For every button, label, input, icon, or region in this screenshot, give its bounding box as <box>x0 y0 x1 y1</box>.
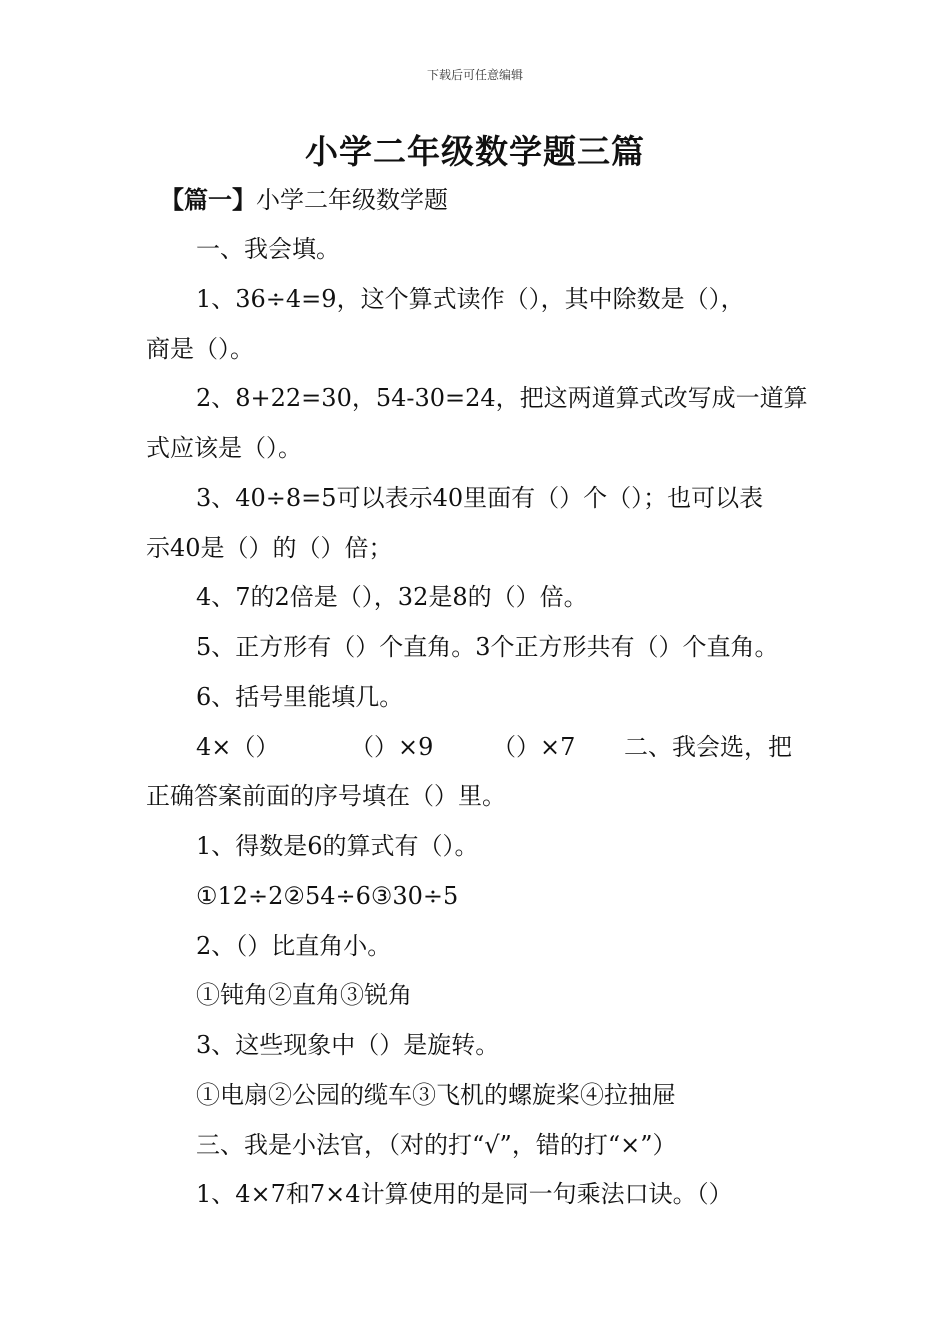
text-line: 5、正方形有（）个直角。3个正方形共有（）个直角。 <box>196 633 779 661</box>
document-title: 小学二年级数学题三篇 <box>305 132 645 171</box>
text-line: 1、4×7和7×4计算使用的是同一句乘法口诀。（） <box>196 1180 733 1209</box>
text-line: ①钝角②直角③锐角 <box>196 981 412 1010</box>
blank-expression: 4×（） <box>196 732 280 761</box>
text-line: 4、7的2倍是（），32是8的（）倍。 <box>196 583 588 612</box>
text-line: 1、得数是6的算式有（）。 <box>196 832 479 860</box>
text-line: 一、我会填。 <box>196 235 340 263</box>
text-line: ①12÷2②54÷6③30÷5 <box>196 881 459 910</box>
section-heading <box>160 180 448 215</box>
text-line: 商是（）。 <box>146 334 254 363</box>
text-line: 6、括号里能填几。 <box>196 682 404 711</box>
text-line: 2、8+22=30，54-30=24，把这两道算式改写成一道算 <box>196 384 808 413</box>
text-line: 式应该是（）。 <box>146 434 302 462</box>
text-line: ①电扇②公园的缆车③飞机的螺旋桨④拉抽屉 <box>196 1080 676 1109</box>
document-body <box>146 228 814 1223</box>
blank-expression: （）×9 <box>350 732 434 761</box>
section-heading-text: 小学二年级数学题 <box>256 186 448 214</box>
text-line: 示40是（）的（）倍； <box>146 533 393 562</box>
section-two-heading: 二、我会选，把 <box>624 732 792 761</box>
text-line: 3、这些现象中（）是旋转。 <box>196 1031 500 1059</box>
text-line: 三、我是小法官，（对的打“√”，错的打“×”） <box>196 1130 677 1159</box>
text-line: 3、40÷8=5可以表示40里面有（）个（）；也可以表 <box>196 483 764 512</box>
text-line: 2、（）比直角小。 <box>196 931 392 960</box>
fill-blank-row <box>146 726 814 776</box>
section-heading-bracket: 【篇一】 <box>160 185 256 214</box>
text-line: 1、36÷4=9，这个算式读作（），其中除数是（）， <box>196 284 745 313</box>
text-line: 正确答案前面的序号填在（）里。 <box>146 782 506 811</box>
header-note: 下载后可任意编辑 <box>426 68 523 82</box>
blank-expression: （）×7 <box>492 732 576 761</box>
